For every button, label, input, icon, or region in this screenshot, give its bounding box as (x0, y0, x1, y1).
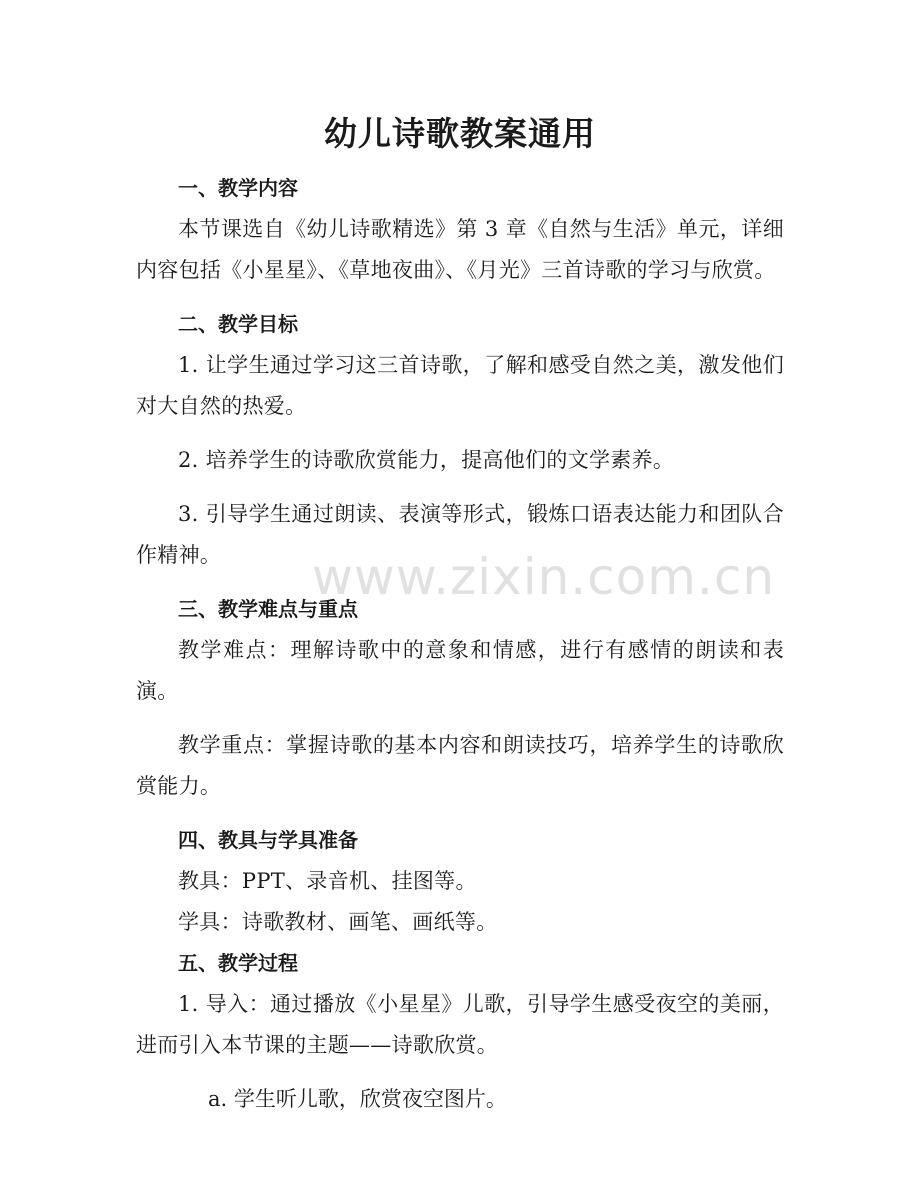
section-4-paragraph-2: 学具：诗歌教材、画笔、画纸等。 (178, 910, 498, 934)
section-1-paragraph-1: 本节课选自《幼儿诗歌精选》第 3 章《自然与生活》单元，详细内容包括《小星星》、《草地夜曲》、《月光》三首诗歌的学习与欣赏。 (136, 217, 784, 282)
document-title: 幼儿诗歌教案通用 (324, 114, 596, 153)
section-2-paragraph-1: 1. 让学生通过学习这三首诗歌，了解和感受自然之美，激发他们对大自然的热爱。 (136, 353, 784, 418)
section-heading-3: 三、教学难点与重点 (178, 597, 358, 621)
watermark: www.zixin.com.cn (312, 548, 776, 606)
document-body (136, 168, 784, 1120)
section-2-paragraph-2: 2. 培养学生的诗歌欣赏能力，提高他们的文学素养。 (178, 448, 675, 472)
section-heading-1: 一、教学内容 (178, 176, 298, 200)
section-5-paragraph-1: 1. 导入：通过播放《小星星》儿歌，引导学生感受夜空的美丽，进而引入本节课的主题——诗歌欣赏。 (136, 992, 784, 1057)
section-2-paragraph-3: 3. 引导学生通过朗读、表演等形式，锻炼口语表达能力和团队合作精神。 (136, 502, 784, 567)
section-5-subitem-a: a. 学生听儿歌，欣赏夜空图片。 (208, 1087, 507, 1111)
section-3-paragraph-1: 教学难点：理解诗歌中的意象和情感，进行有感情的朗读和表演。 (136, 638, 784, 703)
section-heading-5: 五、教学过程 (178, 951, 298, 975)
section-3-paragraph-2: 教学重点：掌握诗歌的基本内容和朗读技巧，培养学生的诗歌欣赏能力。 (136, 733, 784, 798)
section-heading-4: 四、教具与学具准备 (178, 828, 358, 852)
section-4-paragraph-1: 教具：PPT、录音机、挂图等。 (178, 869, 477, 893)
section-heading-2: 二、教学目标 (178, 312, 298, 336)
